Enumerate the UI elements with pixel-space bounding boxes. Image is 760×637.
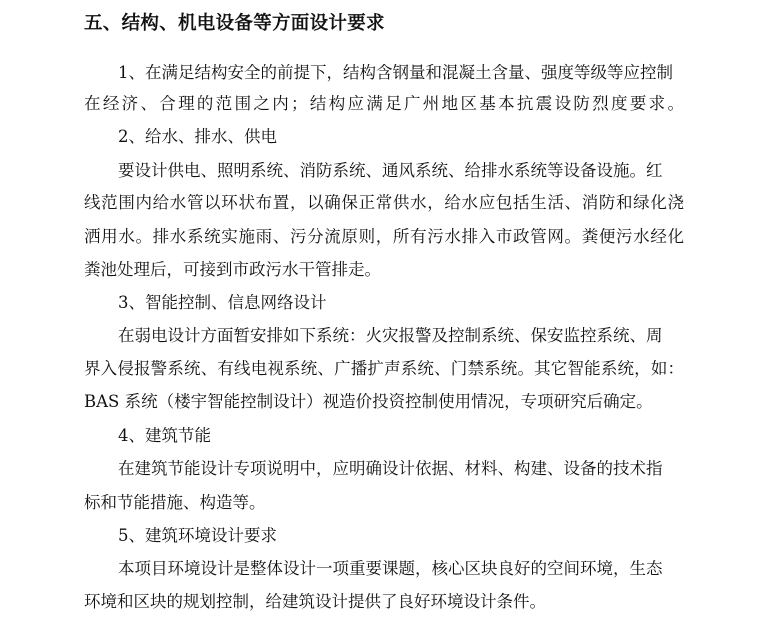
paragraph-line: 洒用水。排水系统实施雨、污分流原则，所有污水排入市政管网。粪便污水经化 [84, 227, 684, 246]
paragraph-line: 粪池处理后，可接到市政污水干管排走。 [84, 260, 381, 279]
paragraph-line: 环境和区块的规划控制，给建筑设计提供了良好环境设计条件。 [84, 592, 546, 611]
subheading-environment: 5、建筑环境设计要求 [118, 526, 277, 545]
paragraph-line: 标和节能措施、构造等。 [84, 493, 266, 512]
paragraph-line: 在建筑节能设计专项说明中，应明确设计依据、材料、构建、设备的技术指 [118, 459, 663, 478]
subheading-energy-saving: 4、建筑节能 [118, 426, 211, 445]
paragraph-line: 本项目环境设计是整体设计一项重要课题，核心区块良好的空间环境，生态 [118, 559, 663, 578]
paragraph-line: 1、在满足结构安全的前提下，结构含钢量和混凝土含量、强度等级等应控制 [118, 63, 673, 82]
paragraph-line: 要设计供电、照明系统、消防系统、通风系统、给排水系统等设备设施。红 [118, 161, 663, 180]
subheading-intelligent-control: 3、智能控制、信息网络设计 [118, 293, 327, 312]
paragraph-line: 在经济、合理的范围之内；结构应满足广州地区基本抗震设防烈度要求。 [84, 94, 684, 113]
paragraph-line: 线范围内给水管以环状布置，以确保正常供水，给水应包括生活、消防和绿化浇 [84, 193, 684, 212]
paragraph-line: 在弱电设计方面暂安排如下系统：火灾报警及控制系统、保安监控系统、周 [118, 326, 663, 345]
section-heading: 五、结构、机电设备等方面设计要求 [84, 13, 385, 34]
subheading-water-power: 2、给水、排水、供电 [118, 127, 277, 146]
paragraph-line: BAS 系统（楼宇智能控制设计）视造价投资控制使用情况，专项研究后确定。 [84, 392, 653, 411]
paragraph-line: 界入侵报警系统、有线电视系统、广播扩声系统、门禁系统。其它智能系统，如： [84, 359, 684, 378]
